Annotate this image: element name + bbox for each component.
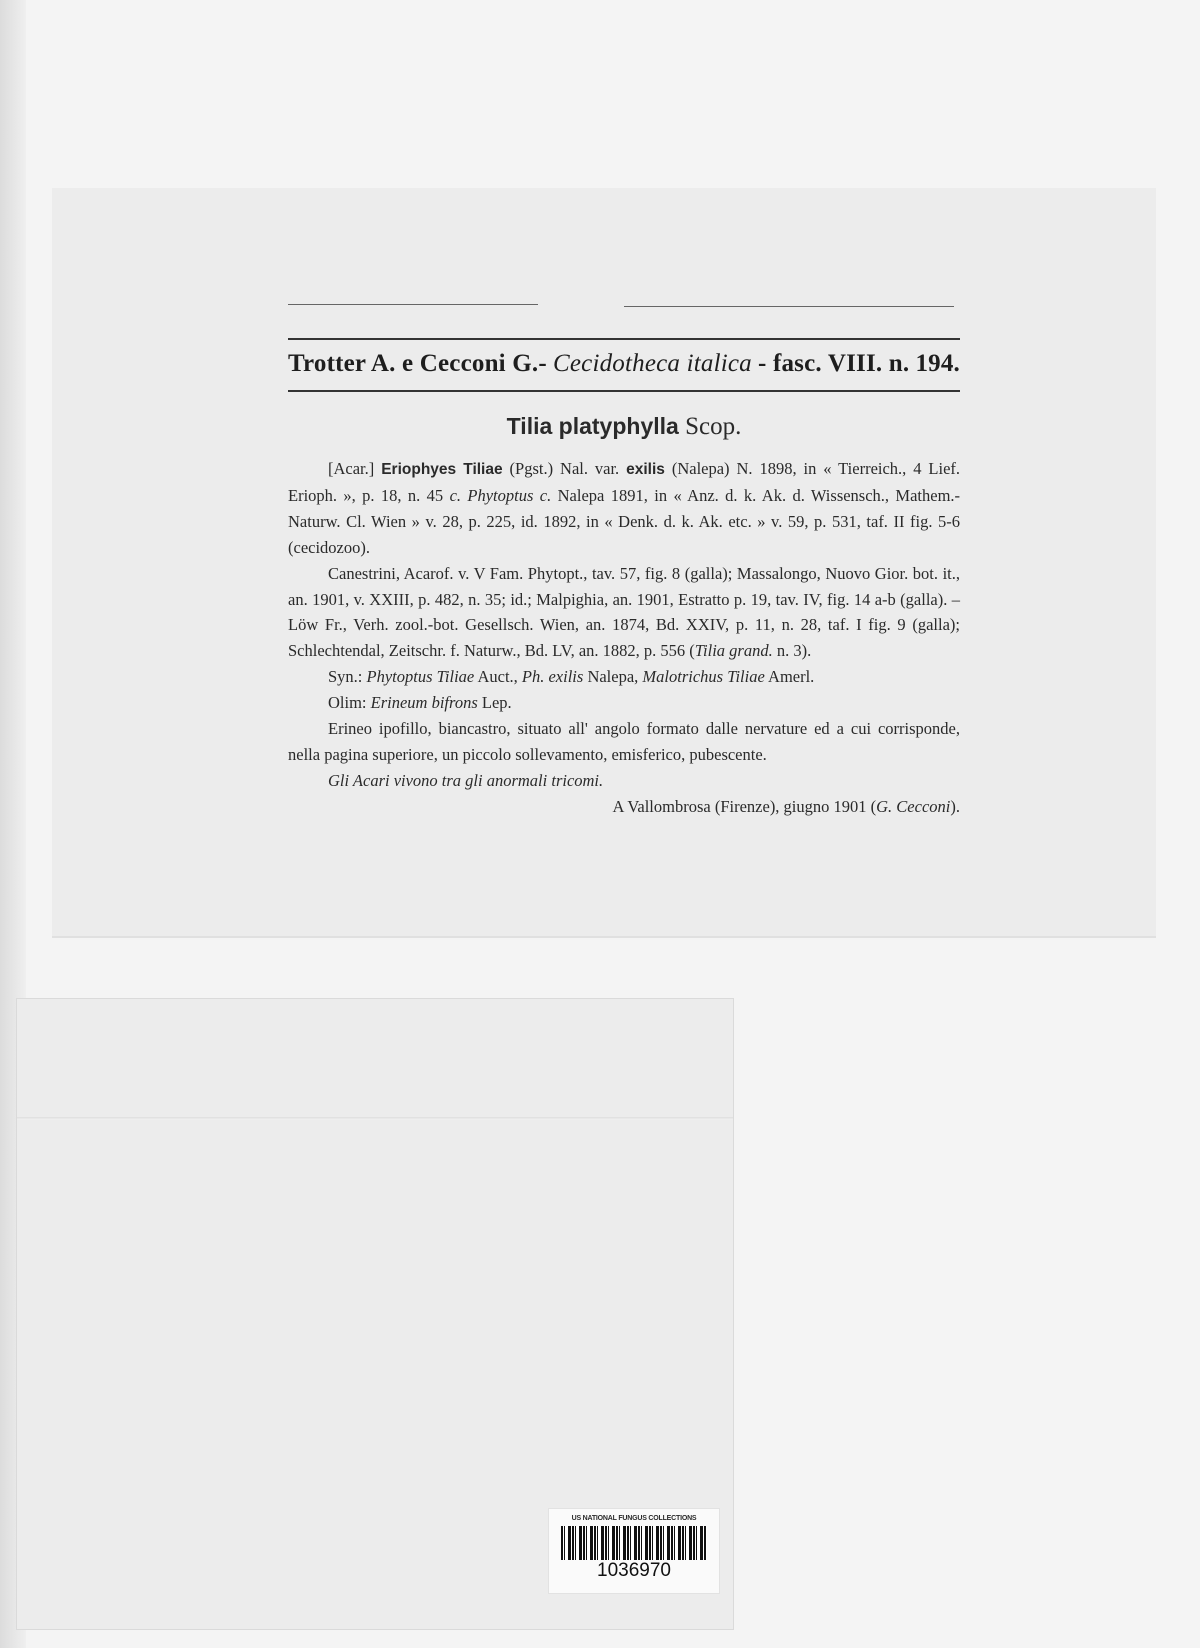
italic-name: Tilia grand. (694, 641, 773, 661)
species-author: Scop. (685, 413, 742, 440)
text-span: taf. II fig. 5-6 (cecidozoo). (288, 511, 961, 557)
text-span: (Pgst.) Nal. var. (509, 459, 620, 478)
syn-label: Syn.: (328, 667, 363, 687)
text-span: Lep. (481, 693, 512, 713)
text-span: n. 3). (776, 641, 812, 661)
specimen-label (52, 188, 1156, 938)
text-span: A Vallombrosa (Firenze), giugno 1901 ( (612, 796, 877, 816)
description: Erineo ipofillo, biancastro, situato all' angolo formato dalle nervature ed a cui corrisponde, nella pagina superiore, un piccolo sollevamento, emisferico, pubescente. (288, 719, 960, 764)
label-text (288, 456, 960, 820)
genus-name: Eriophyes Tiliae (381, 461, 503, 478)
text-span: v. 28, p. 225, id. 1892, in « Denk. d. k. Ak. etc. » v. 59, p. 531, (425, 511, 861, 531)
envelope-flap (17, 1117, 733, 1120)
barcode-title: US NATIONAL FUNGUS COLLECTIONS (571, 1515, 697, 1522)
header-authors: Trotter A. e Cecconi G.- (288, 350, 547, 377)
synonyms (288, 664, 960, 690)
header-series: Cecidotheca italica (552, 350, 752, 377)
text-span: Nalepa (557, 485, 605, 505)
paragraph-2 (288, 561, 960, 665)
italic-name: Malotrichus Tiliae (642, 667, 765, 687)
label-header (288, 344, 960, 384)
rule-short-right (624, 306, 954, 307)
note-text: Gli Acari vivono tra gli anormali tricomi. (328, 770, 604, 790)
text-span: (Nalepa) N. 1898, (671, 459, 797, 478)
text-span: in « Tierreich., 4 Lief. Erioph. », p. 18, n. 45 (288, 459, 961, 505)
barcode-bars (561, 1526, 707, 1560)
rule-below-header (288, 390, 960, 392)
species-title (288, 413, 960, 441)
text-span: Nalepa, (587, 667, 639, 687)
text-span: Amerl. (768, 667, 815, 687)
collector-name: G. Cecconi (876, 796, 951, 816)
rule-short-left (288, 304, 538, 305)
rule-above-header (288, 338, 960, 340)
text-span: Auct., (477, 667, 518, 687)
species-name: Tilia platyphylla (506, 413, 679, 439)
italic-name: Erineum bifrons (370, 693, 478, 713)
italic-name: Phytoptus Tiliae (366, 667, 475, 687)
barcode-number: 1036970 (597, 1560, 671, 1581)
italic-name: Ph. exilis (521, 667, 584, 687)
locality (288, 794, 960, 820)
italic-name: c. Phytoptus c. (449, 485, 552, 505)
text-span: ). (950, 796, 960, 816)
acar-tag: [Acar.] (328, 459, 375, 478)
header-fasc: - fasc. VIII. n. (757, 350, 910, 377)
olim-label: Olim: (328, 693, 367, 713)
text-span: 1891, in « Anz. d. k. Ak. d. Wissensch., Mathem.-Naturw. Cl. Wien » (288, 485, 961, 531)
variety-name: exilis (626, 461, 665, 478)
header-number: 194. (915, 350, 960, 377)
paragraph-1 (288, 456, 960, 561)
barcode-label (548, 1508, 720, 1594)
references-text: Canestrini, Acarof. v. V Fam. Phytopt., tav. 57, fig. 8 (galla); Massalongo, Nuovo Gior. bot. it., an. 1901, v. XXIII, p. 482, n. 35; id.; Malpighia, an. 1901, Estratto p. 19, tav. IV, fig. 14 a-b (galla). – Löw Fr., Verh. zool.-bot. Gesellsch. Wien, an. 1874, Bd. XXIV, p. 11, n. 28, taf. I fig. 9 (galla); Schlechtendal, Zeitschr. f. Naturw., Bd. LV, an. 1882, p. 556 ( (288, 563, 960, 661)
olim (288, 690, 960, 716)
note (288, 768, 960, 794)
